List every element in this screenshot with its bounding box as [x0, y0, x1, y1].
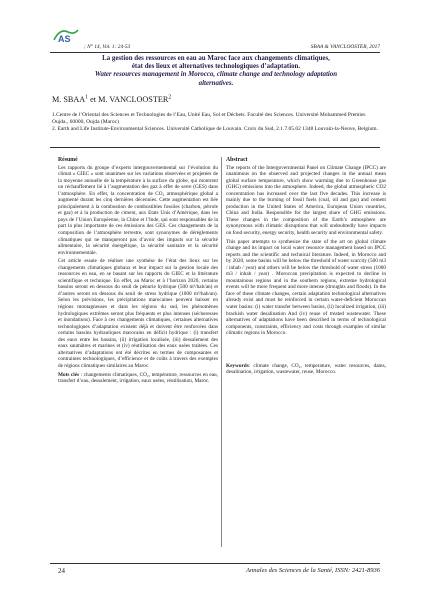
title-en-line1: Water resources management in Morocco, climate change and technology adaptation: [94, 71, 338, 79]
title-en-line2: alternatives.: [198, 79, 234, 87]
affiliations: [52, 112, 380, 132]
author-1: M. SBAA: [52, 95, 86, 104]
header-rule: [50, 52, 380, 53]
author-separator: et: [88, 95, 99, 104]
abstract-keywords: [226, 363, 386, 376]
footer-journal: Annales des Sciences de la Santé, ISSN: 2421-8936: [246, 567, 380, 574]
title-fr-line2: état des lieux et alternatives technologiques d’adaptation.: [131, 63, 301, 71]
abstract-paragraph-2: This paper attempts to synthesize the state of the art on global climate change and its impact on local water resource management based on IPCC reports and the scientific and technical literature. Indeed, in Morocco and by 2020, some basins will be below the threshold of water scarcity (500 m3 / inhab / year) and others will be below the threshold of water stress (1000 m3 / inhab / year) . Moroccan precipitation is expected to decline in mountainous regions and in the southern regions, extreme hydrological events will be more frequent and more intense (droughts and floods). In the face of these climate changes, certain adaptation technological alternatives already exist and must be reinforced in certain water-deficient Moroccan water basins: (i) water transfer between basins, (ii) localized irrigation, (iii) brackish water desalination And (iv) reuse of treated wastewater. These alternatives of adaptations have been described in terms of technological components, constraints, efficiency and costs through examples of similar climatic regions in Morocco.: [226, 238, 386, 337]
resume-paragraph-1: Les rapports du groupe d’experts intergouvernemental sur l’évolution du climat « GIEC » sont unanimes sur les variations observées et projetées de la moyenne annuelle de la température à la surface du globe, qui montrent un réchauffement lié à l’augmentation des gaz à effet de serre (GES) dans l’atmosphère. En effet, la concentration de CO₂ atmosphérique global a augmenté durant les cinq dernières décennies. Cette augmentation est liée principalement à la combustion de combustibles fossiles (charbon, pétrole et gaz) et à la production de ciment, aux Etats Unis d’Amérique, dans les pays de l’Union Européenne, la Chine et l’Inde, qui sont responsables de la part la plus importante de ces émissions des GES. Ces changements de la composition de l’atmosphère terrestre, sont synonymes de dérèglements climatiques qui ne manqueront pas d’avoir des impacts sur la sécurité alimentaire, la sécurité énergétique, la sécurité sanitaire et la sécurité environnementale.: [58, 164, 218, 256]
abstract-heading: Abstract: [226, 157, 248, 163]
article-title: [52, 55, 380, 88]
page-number: 24: [58, 567, 65, 575]
author-2-affil: 2: [168, 94, 172, 101]
section-rule: [50, 147, 380, 148]
resume-keywords-text: : changements climatiques, CO₂, température, ressources en eau, transfert d’eau, dessalement, irrigation, eaux usées, réutilisation, Maroc.: [58, 371, 218, 385]
author-list: [52, 95, 171, 104]
running-head: SBAA & VANCLOOSTER, 2017: [310, 44, 380, 50]
journal-logo: [52, 26, 80, 44]
author-2: M. VANCLOOSTER: [98, 95, 169, 104]
resume-column: [58, 157, 218, 385]
resume-keywords: [58, 372, 218, 385]
abstract-column: [226, 157, 386, 376]
affiliation-1: 1.Centre de l’Oriental des Sciences et Technologies de l’Eau, Unité Eau, Sol et Déchets. Faculté des Sciences. Université Mohammed Premier. Oujda., 60000, Oujda (Maroc): [52, 112, 367, 125]
title-fr-line1: La gestion des ressources en eau au Maroc face aux changements climatiques,: [102, 55, 330, 62]
abstract-keywords-text: : climate change, CO₂, temperature, water resources, dams, desalination, irrigation, wastewater, reuse, Morocco.: [226, 362, 386, 376]
abstract-keywords-label: Keywords: [226, 362, 249, 369]
resume-keywords-label: Mots clés: [58, 371, 80, 378]
logo-text: AS: [58, 34, 71, 44]
abstract-paragraph-1: The reports of the Intergovernmental Panel on Climate Change (IPCC) are unanimous on the observed and projected changes in the annual mean global surface temperature, which show warming due to Greenhouse gas (GHG) emissions into the atmosphere. Indeed, the global atmospheric CO2 concentration has increased over the last five decades. This increase is mainly due to the burning of fossil fuels (coal, oil and gas) and cement production in the United States of America, European Union countries, China and India. Responsible for the largest share of GHG emissions. These changes in the composition of the Earth’s atmosphere are synonymous with climatic disruptions that will undoubtedly have impacts on food security, energy security, health security and environmental safety.: [226, 164, 386, 237]
resume-heading: Résumé: [58, 157, 78, 163]
journal-issue: ; N° 14, Vol. 1: 24-53: [84, 44, 131, 50]
author-1-affil: 1: [85, 94, 89, 101]
resume-paragraph-2: Cet article essaie de réaliser une synthèse de l’état des lieux sur les changements climatiques globaux et leur impact sur la gestion locale des ressources en eau, en se basant sur les rapports du GIEC et la littérature scientifique et technique. En effet, au Maroc et à l’horizon 2020, certains bassins seront en dessous du seuil de pénurie hydrique (500 m³/hab/an) et d’autres seront en dessous du seuil de stress hydrique (1000 m³/hab/an). Selon les prévisions, les précipitations marocaines peuvent baisser en régions montagneuses et dans les régions du sud, les phénomènes hydrologiques extrêmes seront plus fréquents et plus intenses (sécheresses et inondations). Face à ces changements climatiques, certaines alternatives technologiques d’adaptation existent déjà et doivent être renforcées dans certains bassins hydrauliques marocains en déficit hydrique : (i) transfert des eaux entre les bassins, (ii) irrigation localisée, (iii) dessalement des eaux saumâtres et marines et (iv) réutilisation des eaux usées traitées. Ces alternatives d’adaptations ont été décrites en termes de composantes et contraintes technologiques, d’efficience et de coûts à travers des exemples de régions climatiques similaires au Maroc.: [58, 258, 218, 369]
column-divider: [221, 157, 222, 547]
footer-rule: [50, 563, 380, 564]
affiliation-2: 2. Earth and Life Institute-Environmental Sciences. Université Catholique de Louvain. Croix du Sud, 2.1.7.05.02 1348 Louvain-la-Neuve, Belgium.: [52, 125, 378, 132]
